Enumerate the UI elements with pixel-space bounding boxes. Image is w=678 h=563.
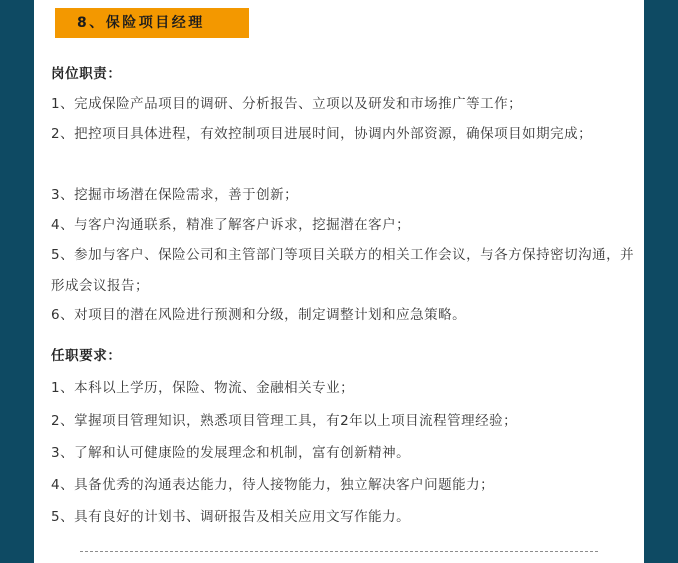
duty-item: 3、挖掘市场潜在保险需求，善于创新； [51,187,299,203]
requirement-item: 2、掌握项目管理知识，熟悉项目管理工具，有2年以上项目流程管理经验； [51,413,518,429]
duty-item: 6、对项目的潜在风险进行预测和分级，制定调整计划和应急策略。 [51,307,467,323]
duty-item: 2、把控项目具体进程，有效控制项目进展时间，协调内外部资源，确保项目如期完成； [51,126,593,142]
duty-item: 5、参加与客户、保险公司和主管部门等项目关联方的相关工作会议，与各方保持密切沟通，并形成会议报告； [51,247,635,294]
job-description-card [34,0,644,563]
job-title-banner: 8、保险项目经理 [55,8,249,38]
requirement-item: 1、本科以上学历，保险、物流、金融相关专业； [51,380,355,396]
duties-heading: 岗位职责： [51,66,122,82]
requirement-item: 4、具备优秀的沟通表达能力，待人接物能力，独立解决客户问题能力； [51,477,495,493]
requirement-item: 3、了解和认可健康险的发展理念和机制，富有创新精神。 [51,445,411,461]
requirements-heading: 任职要求： [51,348,122,364]
duty-item: 1、完成保险产品项目的调研、分析报告、立项以及研发和市场推广等工作； [51,96,523,112]
dashed-divider [80,551,598,552]
duty-item: 4、与客户沟通联系，精准了解客户诉求，挖掘潜在客户； [51,217,411,233]
requirement-item: 5、具有良好的计划书、调研报告及相关应用文写作能力。 [51,509,411,525]
